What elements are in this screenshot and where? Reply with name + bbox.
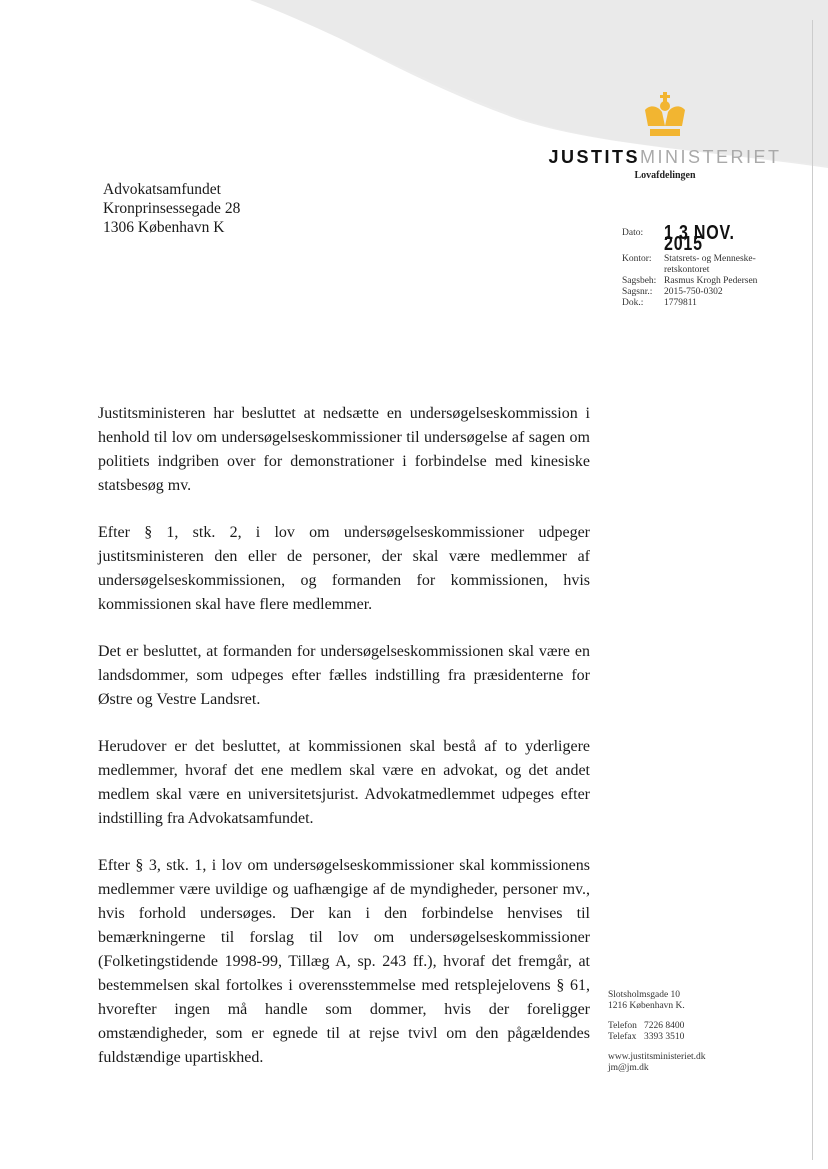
scan-edge-line: [812, 20, 813, 1160]
crown-icon: [642, 92, 688, 138]
meta-row-doc: [622, 298, 784, 309]
meta-value: Statsrets- og Menneske-retskontoret: [664, 254, 756, 275]
case-metadata: [622, 222, 784, 309]
meta-label: Dato:: [622, 228, 644, 238]
email-link[interactable]: jm@jm.dk: [608, 1063, 649, 1073]
brand-light: MINISTERIET: [640, 147, 782, 167]
ministry-logo: [535, 92, 795, 181]
fax-label: Telefax: [608, 1032, 637, 1042]
recipient-address: [103, 180, 240, 237]
meta-label: Dok.:: [622, 298, 644, 308]
footer-city: 1216 København K.: [608, 1001, 685, 1011]
paragraph: Efter § 1, stk. 2, i lov om undersøgelseskommissioner udpeger justitsministeren den eller de personer, der skal være medlemmer af undersøgelseskommissionen, og formanden for kommissionen, hvis kommissionen skal have flere medlemmer.: [98, 524, 590, 613]
phone-label: Telefon: [608, 1021, 637, 1031]
date-stamp: 1 3 NOV. 2015: [664, 222, 735, 255]
ministry-contact: [608, 990, 706, 1074]
phone-number: 7226 8400: [644, 1021, 685, 1031]
recipient-name: Advokatsamfundet: [103, 181, 221, 198]
meta-label: Sagsnr.:: [622, 287, 653, 297]
brand-bold: JUSTITS: [548, 147, 640, 167]
paragraph: Justitsministeren har besluttet at nedsætte en undersøgelseskommission i henhold til lov om undersøgelseskommissioner til undersøgelse af sagen om politiets indgriben over for demonstrationer i forbindelse med kinesiske statsbesøg mv.: [98, 405, 590, 494]
meta-label: Sagsbeh:: [622, 276, 657, 286]
website-link[interactable]: www.justitsministeriet.dk: [608, 1052, 706, 1062]
meta-row-office: [622, 254, 784, 276]
paragraph: Herudover er det besluttet, at kommissionen skal bestå af to yderligere medlemmer, hvoraf det ene medlem skal være en advokat, og det andet medlem skal være en universitetsjurist. Advokatmedlemmet udpeges efter indstilling fra Advokatsamfundet.: [98, 738, 590, 827]
paragraph: Det er besluttet, at formanden for undersøgelseskommissionen skal være en landsdommer, som udpeges efter fælles indstilling fra præsidenterne for Østre og Vestre Landsret.: [98, 643, 590, 708]
fax-number: 3393 3510: [644, 1032, 685, 1042]
meta-label: Kontor:: [622, 254, 652, 264]
meta-row-case-no: [622, 287, 784, 298]
department-name: Lovafdelingen: [634, 170, 696, 181]
paragraph: Efter § 3, stk. 1, i lov om undersøgelseskommissioner skal kommissionens medlemmer være uvildige og uafhængige af de myndigheder, personer mv., hvis forhold undersøges. Der kan i den forbindelse henvises til bemærkningerne til forslag til lov om undersøgelseskommissioner (Folketingstidende 1998-99, Tillæg A, sp. 243 ff.), hvoraf det fremgår, at bestemmelsen skal fortolkes i overensstemmelse med retsplejelovens § 61, hvorefter ingen må handle som dommer, hvis der foreligger omstændigheder, som er egnede til at rejse tvivl om den pågældendes fuldstændige upartiskhed.: [98, 857, 590, 1066]
meta-row-date: [622, 228, 784, 254]
recipient-city: 1306 København K: [103, 219, 225, 236]
letter-body: [98, 402, 590, 1093]
recipient-street: Kronprinsessegade 28: [103, 200, 241, 217]
meta-row-handler: [622, 276, 784, 287]
meta-value: Rasmus Krogh Pedersen: [664, 276, 758, 286]
meta-value: 1779811: [664, 298, 697, 308]
meta-value: 2015-750-0302: [664, 287, 723, 297]
footer-street: Slotsholmsgade 10: [608, 990, 681, 1000]
